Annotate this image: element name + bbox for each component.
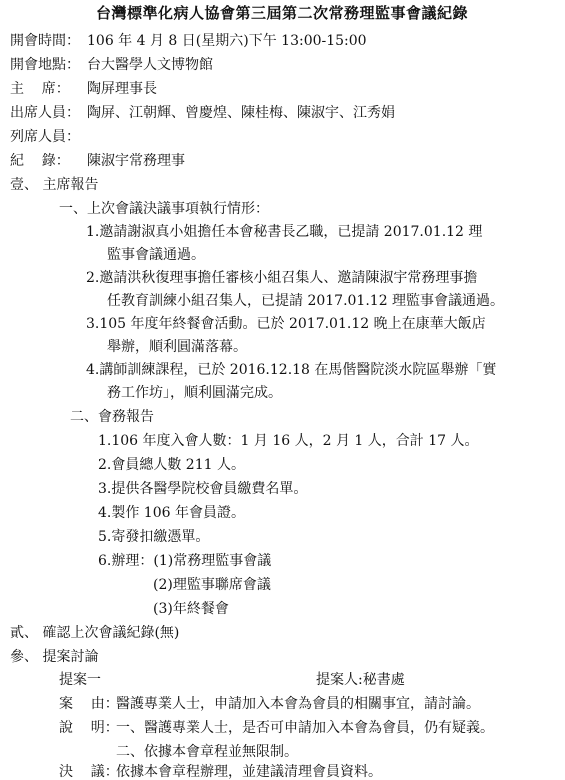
- prev-item-1-line-1: 1.邀請謝淑真小姐擔任本會秘書長乙職，已提請 2017.01.12 理: [86, 224, 483, 240]
- report-item-3: 3.提供各醫學院校會員繳費名單。: [98, 481, 308, 497]
- prev-item-4-line-2: 務工作坊」，順利圓滿完成。: [107, 385, 282, 401]
- proposal-number: 提案一: [59, 672, 101, 688]
- observers-label: 列席人員：: [10, 129, 80, 145]
- report-item-1: 1.106 年度入會人數：1 月 16 人，2 月 1 人，合計 17 人。: [98, 433, 479, 449]
- chairperson-label: 主 席：: [10, 81, 70, 97]
- recorder-label: 紀 錄：: [10, 153, 70, 169]
- explanation-2: 二、依據本會章程並無限制。: [116, 744, 298, 760]
- report-item-6: 6.辦理：(1)常務理監事會議: [98, 553, 272, 569]
- explanation-label: 說 明：: [59, 720, 119, 736]
- meeting-place-value: 台大醫學人文博物館: [87, 57, 213, 73]
- report-item-5: 5.寄發扣繳憑單。: [98, 529, 210, 545]
- attendees-value: 陶屏、江朝輝、曾慶煌、陳桂梅、陳淑宇、江秀娟: [87, 105, 395, 121]
- report-item-6-sub-2: (2)理監事聯席會議: [153, 577, 271, 593]
- case-text: 醫護專業人士，申請加入本會為會員的相關事宜，請討論。: [116, 696, 480, 712]
- subsection-1-heading: 一、上次會議決議事項執行情形：: [59, 201, 269, 217]
- prev-item-3-line-2: 舉辦，順利圓滿落幕。: [107, 339, 247, 355]
- proposer: 提案人:秘書處: [316, 672, 405, 688]
- section-2-heading: 貳、 確認上次會議紀錄(無): [10, 625, 180, 641]
- explanation-1: 一、醫護專業人士，是否可申請加入本會為會員，仍有疑義。: [116, 720, 494, 736]
- resolution-text: 依據本會章程辦理，並建議清理會員資料。: [116, 764, 382, 780]
- chairperson-value: 陶屏理事長: [87, 81, 157, 97]
- document-title: 台灣標準化病人協會第三屆第二次常務理監事會議紀錄: [96, 4, 469, 22]
- prev-item-2-line-2: 任教育訓練小組召集人，已提請 2017.01.12 理監事會議通過。: [107, 293, 505, 309]
- resolution-label: 決 議：: [59, 764, 119, 780]
- attendees-label: 出席人員：: [10, 105, 80, 121]
- report-item-2: 2.會員總人數 211 人。: [98, 457, 245, 473]
- meeting-time-value: 106 年 4 月 8 日(星期六)下午 13:00-15:00: [87, 33, 367, 49]
- section-3-heading: 參、 提案討論: [10, 649, 99, 665]
- report-item-6-sub-3: (3)年終餐會: [153, 601, 229, 617]
- section-1-heading: 壹、 主席報告: [10, 177, 99, 193]
- prev-item-4-line-1: 4.講師訓練課程，已於 2016.12.18 在馬偕醫院淡水院區舉辦「實: [86, 362, 497, 378]
- case-label: 案 由：: [59, 696, 119, 712]
- report-item-4: 4.製作 106 年會員證。: [98, 505, 245, 521]
- prev-item-3-line-1: 3.105 年度年終餐會活動。已於 2017.01.12 晚上在康華大飯店: [86, 316, 486, 332]
- prev-item-1-line-2: 監事會議通過。: [107, 247, 205, 263]
- recorder-value: 陳淑宇常務理事: [87, 153, 185, 169]
- meeting-place-label: 開會地點：: [10, 57, 80, 73]
- subsection-2-heading: 二、會務報告: [70, 409, 154, 425]
- meeting-time-label: 開會時間：: [10, 33, 80, 49]
- prev-item-2-line-1: 2.邀請洪秋復理事擔任審核小組召集人、邀請陳淑宇常務理事擔: [86, 270, 478, 286]
